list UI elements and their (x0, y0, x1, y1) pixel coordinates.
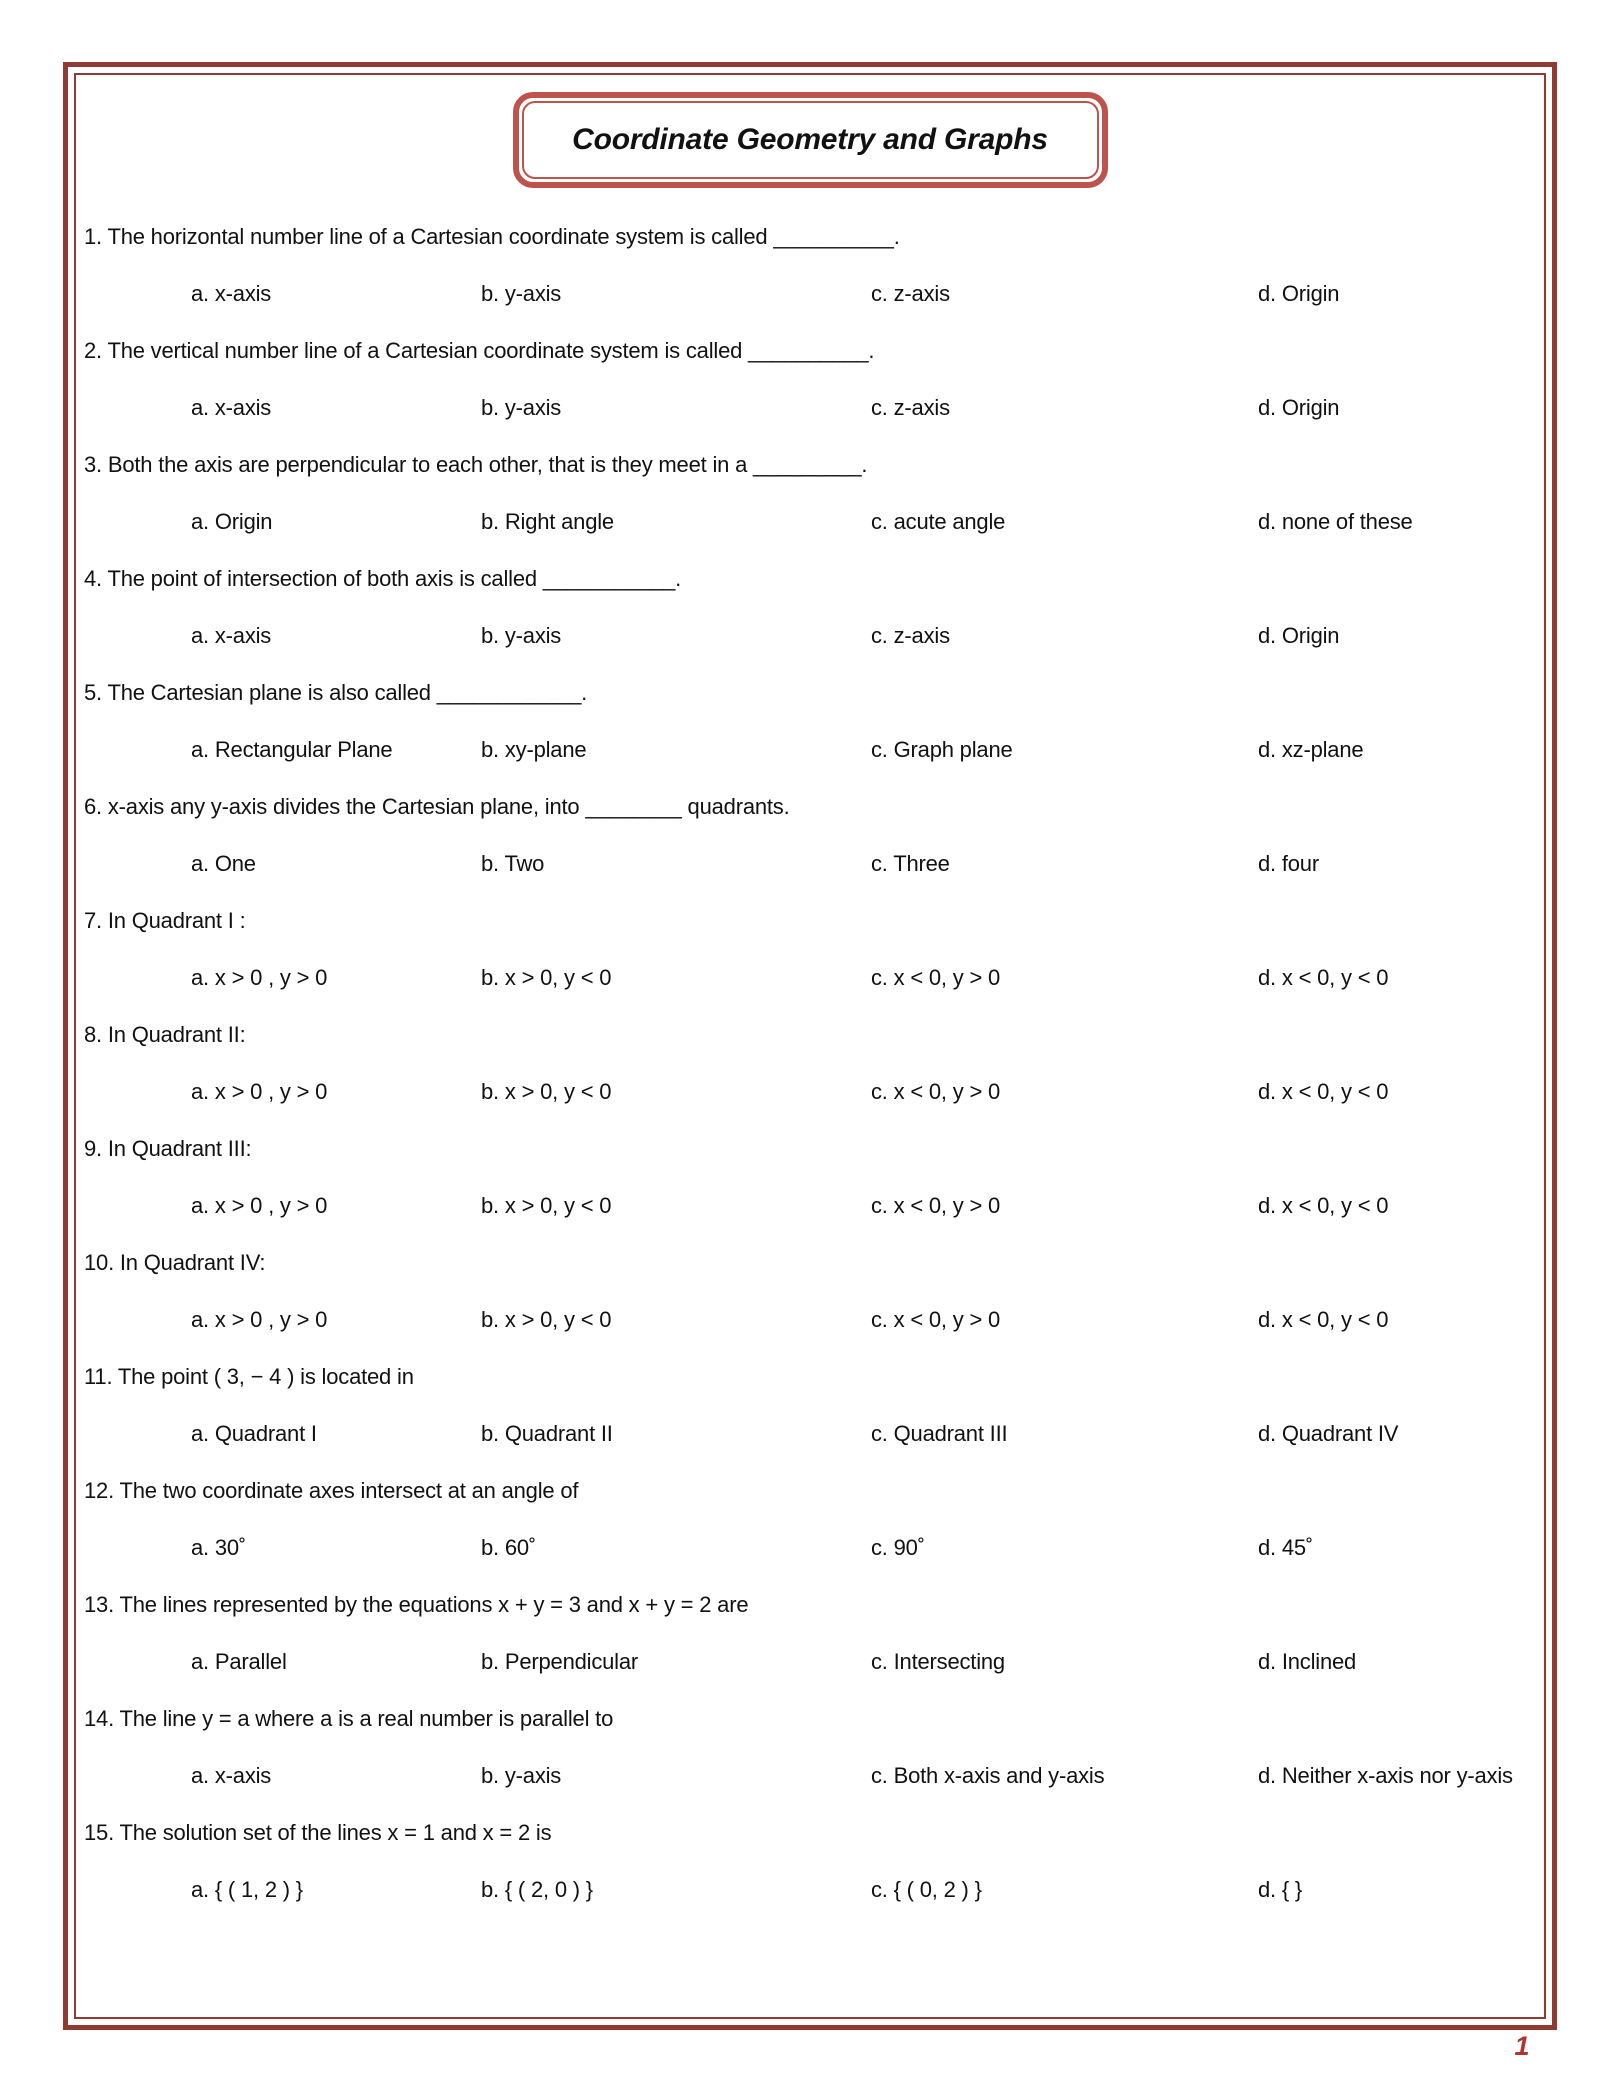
page-title: Coordinate Geometry and Graphs (572, 123, 1048, 156)
question-text: 7. In Quadrant I : (84, 907, 246, 933)
option-b: b. y-axis (481, 280, 562, 306)
question-text: 1. The horizontal number line of a Cartesian coordinate system is called __________. (84, 223, 900, 249)
option-a: a. One (191, 850, 256, 876)
page-border-inner-line (74, 73, 1546, 2019)
option-b: b. x > 0, y < 0 (481, 1192, 612, 1218)
option-c: c. acute angle (871, 508, 1006, 534)
question-text: 10. In Quadrant IV: (84, 1249, 266, 1275)
title-box (513, 92, 1108, 188)
options-row (191, 835, 1544, 892)
question-text: 8. In Quadrant II: (84, 1021, 246, 1047)
options-row (191, 1747, 1544, 1804)
question-block-6 (76, 778, 1544, 892)
question-block-10 (76, 1234, 1544, 1348)
options-row (191, 607, 1544, 664)
option-c: c. { ( 0, 2 ) } (871, 1876, 982, 1902)
question-text: 5. The Cartesian plane is also called ____________. (84, 679, 588, 705)
options-row (191, 379, 1544, 436)
option-b: b. x > 0, y < 0 (481, 964, 612, 990)
option-c: c. z-axis (871, 622, 950, 648)
options-row (191, 721, 1544, 778)
option-c: c. z-axis (871, 394, 950, 420)
question-block-3 (76, 436, 1544, 550)
option-c: c. Quadrant III (871, 1420, 1008, 1446)
question-text: 3. Both the axis are perpendicular to each other, that is they meet in a _________. (84, 451, 868, 477)
options-row (191, 1177, 1544, 1234)
option-a: a. x > 0 , y > 0 (191, 1192, 328, 1218)
question-text: 6. x-axis any y-axis divides the Cartesian plane, into ________ quadrants. (84, 793, 790, 819)
question-block-7 (76, 892, 1544, 1006)
options-row (191, 493, 1544, 550)
option-d: d. Quadrant IV (1258, 1420, 1399, 1446)
options-row (191, 1063, 1544, 1120)
question-block-4 (76, 550, 1544, 664)
option-b: b. y-axis (481, 394, 562, 420)
question-block-15 (76, 1804, 1544, 1918)
option-b: b. 60˚ (481, 1534, 537, 1560)
option-d: d. x < 0, y < 0 (1258, 964, 1389, 990)
option-a: a. Quadrant I (191, 1420, 317, 1446)
page-border-frame (63, 62, 1557, 2030)
question-text: 15. The solution set of the lines x = 1 and x = 2 is (84, 1819, 552, 1845)
question-block-12 (76, 1462, 1544, 1576)
option-d: d. four (1258, 850, 1319, 876)
title-box-inner-line (522, 101, 1099, 179)
option-a: a. Origin (191, 508, 273, 534)
option-d: d. { } (1258, 1876, 1303, 1902)
option-b: b. xy-plane (481, 736, 587, 762)
option-d: d. 45˚ (1258, 1534, 1314, 1560)
option-b: b. x > 0, y < 0 (481, 1306, 612, 1332)
question-text: 13. The lines represented by the equations x + y = 3 and x + y = 2 are (84, 1591, 749, 1617)
option-d: d. Origin (1258, 280, 1340, 306)
option-a: a. Rectangular Plane (191, 736, 393, 762)
option-d: d. none of these (1258, 508, 1413, 534)
options-row (191, 1291, 1544, 1348)
question-text: 9. In Quadrant III: (84, 1135, 252, 1161)
options-row (191, 1633, 1544, 1690)
question-block-2 (76, 322, 1544, 436)
option-a: a. { ( 1, 2 ) } (191, 1876, 303, 1902)
option-b: b. Quadrant II (481, 1420, 613, 1446)
question-block-5 (76, 664, 1544, 778)
option-a: a. 30˚ (191, 1534, 247, 1560)
options-row (191, 1519, 1544, 1576)
option-c: c. Three (871, 850, 950, 876)
option-d: d. Inclined (1258, 1648, 1357, 1674)
option-d: d. x < 0, y < 0 (1258, 1192, 1389, 1218)
option-c: c. Graph plane (871, 736, 1013, 762)
option-b: b. Right angle (481, 508, 614, 534)
option-a: a. x > 0 , y > 0 (191, 1306, 328, 1332)
option-a: a. x-axis (191, 622, 272, 648)
option-c: c. z-axis (871, 280, 950, 306)
options-row (191, 1405, 1544, 1462)
question-block-1 (76, 208, 1544, 322)
option-a: a. x > 0 , y > 0 (191, 964, 328, 990)
options-row (191, 265, 1544, 322)
question-text: 4. The point of intersection of both axis is called ___________. (84, 565, 682, 591)
option-a: a. x-axis (191, 280, 272, 306)
option-b: b. { ( 2, 0 ) } (481, 1876, 593, 1902)
option-d: d. x < 0, y < 0 (1258, 1078, 1389, 1104)
question-block-9 (76, 1120, 1544, 1234)
question-block-14 (76, 1690, 1544, 1804)
question-list (76, 208, 1544, 1918)
option-a: a. x > 0 , y > 0 (191, 1078, 328, 1104)
option-d: d. Neither x-axis nor y-axis (1258, 1762, 1513, 1788)
options-row (191, 1861, 1544, 1918)
option-b: b. Two (481, 850, 545, 876)
option-d: d. xz-plane (1258, 736, 1364, 762)
question-text: 12. The two coordinate axes intersect at an angle of (84, 1477, 579, 1503)
question-block-13 (76, 1576, 1544, 1690)
option-b: b. y-axis (481, 622, 562, 648)
options-row (191, 949, 1544, 1006)
option-c: c. x < 0, y > 0 (871, 1192, 1001, 1218)
option-b: b. x > 0, y < 0 (481, 1078, 612, 1104)
page-number: 1 (1514, 2031, 1530, 2061)
option-c: c. x < 0, y > 0 (871, 964, 1001, 990)
option-c: c. Both x-axis and y-axis (871, 1762, 1105, 1788)
question-block-11 (76, 1348, 1544, 1462)
question-text: 11. The point ( 3, − 4 ) is located in (84, 1363, 414, 1389)
question-block-8 (76, 1006, 1544, 1120)
option-b: b. y-axis (481, 1762, 562, 1788)
option-d: d. x < 0, y < 0 (1258, 1306, 1389, 1332)
option-a: a. x-axis (191, 1762, 272, 1788)
option-c: c. x < 0, y > 0 (871, 1306, 1001, 1332)
option-d: d. Origin (1258, 622, 1340, 648)
option-c: c. 90˚ (871, 1534, 925, 1560)
option-c: c. Intersecting (871, 1648, 1005, 1674)
option-d: d. Origin (1258, 394, 1340, 420)
option-a: a. Parallel (191, 1648, 287, 1674)
question-text: 14. The line y = a where a is a real number is parallel to (84, 1705, 614, 1731)
option-c: c. x < 0, y > 0 (871, 1078, 1001, 1104)
option-a: a. x-axis (191, 394, 272, 420)
option-b: b. Perpendicular (481, 1648, 639, 1674)
question-text: 2. The vertical number line of a Cartesian coordinate system is called __________. (84, 337, 875, 363)
